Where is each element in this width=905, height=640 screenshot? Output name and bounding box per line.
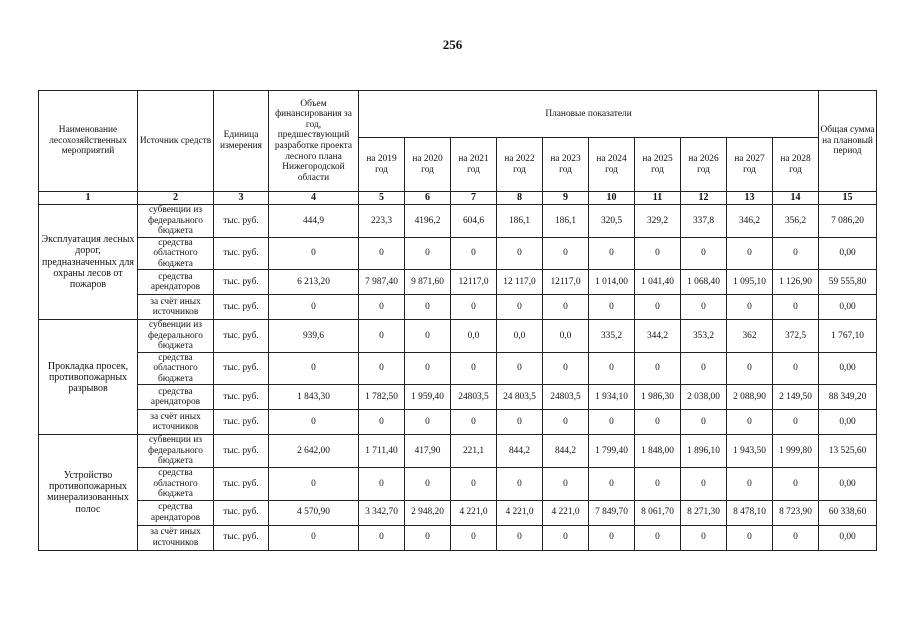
year-value-cell: 0 bbox=[773, 237, 819, 270]
total-cell: 0,00 bbox=[819, 467, 877, 500]
year-value-cell: 0 bbox=[681, 467, 727, 500]
funding-source: средства арендаторов bbox=[138, 270, 214, 295]
year-value-cell: 320,5 bbox=[589, 205, 635, 238]
year-value-cell: 0 bbox=[589, 467, 635, 500]
total-cell: 0,00 bbox=[819, 525, 877, 550]
funding-source: за счёт иных источников bbox=[138, 410, 214, 435]
year-value-cell: 353,2 bbox=[681, 320, 727, 353]
year-value-cell: 2 088,90 bbox=[727, 385, 773, 410]
year-value-cell: 1 986,30 bbox=[635, 385, 681, 410]
prior-volume-cell: 6 213,20 bbox=[269, 270, 359, 295]
column-number: 11 bbox=[635, 192, 681, 205]
year-value-cell: 0 bbox=[451, 295, 497, 320]
year-value-cell: 0 bbox=[543, 352, 589, 385]
unit-cell: тыс. руб. bbox=[214, 467, 269, 500]
year-value-cell: 1 095,10 bbox=[727, 270, 773, 295]
year-value-cell: 0 bbox=[727, 295, 773, 320]
year-value-cell: 2 149,50 bbox=[773, 385, 819, 410]
total-cell: 1 767,10 bbox=[819, 320, 877, 353]
year-value-cell: 7 849,70 bbox=[589, 500, 635, 525]
prior-volume-cell: 4 570,90 bbox=[269, 500, 359, 525]
year-value-cell: 0 bbox=[635, 467, 681, 500]
year-value-cell: 0 bbox=[681, 237, 727, 270]
year-value-cell: 0 bbox=[773, 352, 819, 385]
unit-cell: тыс. руб. bbox=[214, 352, 269, 385]
prior-volume-cell: 2 642,00 bbox=[269, 435, 359, 468]
column-number: 7 bbox=[451, 192, 497, 205]
funding-source: средства областного бюджета bbox=[138, 237, 214, 270]
year-value-cell: 0 bbox=[451, 237, 497, 270]
year-value-cell: 335,2 bbox=[589, 320, 635, 353]
year-value-cell: 1 934,10 bbox=[589, 385, 635, 410]
prior-volume-cell: 0 bbox=[269, 525, 359, 550]
year-value-cell: 2 038,00 bbox=[681, 385, 727, 410]
year-value-cell: 1 014,00 bbox=[589, 270, 635, 295]
year-value-cell: 0 bbox=[497, 295, 543, 320]
column-number: 3 bbox=[214, 192, 269, 205]
header-year: на 2019 год bbox=[359, 138, 405, 192]
year-value-cell: 0 bbox=[543, 237, 589, 270]
year-value-cell: 0 bbox=[727, 525, 773, 550]
prior-volume-cell: 0 bbox=[269, 237, 359, 270]
year-value-cell: 24803,5 bbox=[451, 385, 497, 410]
table-row bbox=[39, 270, 877, 295]
table-row bbox=[39, 525, 877, 550]
year-value-cell: 0 bbox=[359, 320, 405, 353]
header-year: на 2027 год bbox=[727, 138, 773, 192]
unit-cell: тыс. руб. bbox=[214, 205, 269, 238]
year-value-cell: 0 bbox=[589, 410, 635, 435]
year-value-cell: 0 bbox=[451, 410, 497, 435]
year-value-cell: 0 bbox=[589, 352, 635, 385]
total-cell: 0,00 bbox=[819, 352, 877, 385]
year-value-cell: 0,0 bbox=[451, 320, 497, 353]
column-number: 14 bbox=[773, 192, 819, 205]
year-value-cell: 337,8 bbox=[681, 205, 727, 238]
funding-source: средства областного бюджета bbox=[138, 467, 214, 500]
year-value-cell: 0 bbox=[543, 295, 589, 320]
year-value-cell: 329,2 bbox=[635, 205, 681, 238]
total-cell: 60 338,60 bbox=[819, 500, 877, 525]
year-value-cell: 186,1 bbox=[543, 205, 589, 238]
year-value-cell: 0 bbox=[497, 237, 543, 270]
column-number: 13 bbox=[727, 192, 773, 205]
year-value-cell: 0 bbox=[359, 352, 405, 385]
year-value-cell: 0 bbox=[497, 410, 543, 435]
year-value-cell: 0 bbox=[589, 237, 635, 270]
year-value-cell: 0 bbox=[635, 237, 681, 270]
total-cell: 0,00 bbox=[819, 295, 877, 320]
column-number: 1 bbox=[39, 192, 138, 205]
year-value-cell: 0 bbox=[589, 295, 635, 320]
header-year: на 2022 год bbox=[497, 138, 543, 192]
total-cell: 59 555,80 bbox=[819, 270, 877, 295]
prior-volume-cell: 0 bbox=[269, 467, 359, 500]
year-value-cell: 0 bbox=[359, 237, 405, 270]
year-value-cell: 0 bbox=[405, 352, 451, 385]
unit-cell: тыс. руб. bbox=[214, 525, 269, 550]
year-value-cell: 0 bbox=[727, 467, 773, 500]
year-value-cell: 0 bbox=[359, 295, 405, 320]
year-value-cell: 344,2 bbox=[635, 320, 681, 353]
year-value-cell: 417,90 bbox=[405, 435, 451, 468]
prior-volume-cell: 939,6 bbox=[269, 320, 359, 353]
year-value-cell: 0 bbox=[451, 467, 497, 500]
year-value-cell: 8 723,90 bbox=[773, 500, 819, 525]
year-value-cell: 4 221,0 bbox=[497, 500, 543, 525]
year-value-cell: 4 221,0 bbox=[543, 500, 589, 525]
header-unit: Единица измерения bbox=[214, 91, 269, 192]
year-value-cell: 0 bbox=[773, 525, 819, 550]
table-row bbox=[39, 435, 877, 468]
column-number: 12 bbox=[681, 192, 727, 205]
year-value-cell: 1 782,50 bbox=[359, 385, 405, 410]
year-value-cell: 12117,0 bbox=[451, 270, 497, 295]
year-value-cell: 1 896,10 bbox=[681, 435, 727, 468]
column-number: 10 bbox=[589, 192, 635, 205]
header-year: на 2026 год bbox=[681, 138, 727, 192]
year-value-cell: 0 bbox=[773, 295, 819, 320]
column-number: 5 bbox=[359, 192, 405, 205]
activity-name: Эксплуатация лесных дорог, предназначенных для охраны лесов от пожаров bbox=[39, 205, 138, 320]
column-number: 8 bbox=[497, 192, 543, 205]
year-value-cell: 346,2 bbox=[727, 205, 773, 238]
year-value-cell: 0 bbox=[359, 467, 405, 500]
year-value-cell: 0 bbox=[405, 410, 451, 435]
year-value-cell: 0 bbox=[635, 525, 681, 550]
year-value-cell: 186,1 bbox=[497, 205, 543, 238]
year-value-cell: 221,1 bbox=[451, 435, 497, 468]
column-number: 6 bbox=[405, 192, 451, 205]
column-number: 2 bbox=[138, 192, 214, 205]
unit-cell: тыс. руб. bbox=[214, 270, 269, 295]
year-value-cell: 0 bbox=[543, 410, 589, 435]
year-value-cell: 12117,0 bbox=[543, 270, 589, 295]
table-row bbox=[39, 385, 877, 410]
total-cell: 7 086,20 bbox=[819, 205, 877, 238]
year-value-cell: 844,2 bbox=[497, 435, 543, 468]
year-value-cell: 0 bbox=[359, 525, 405, 550]
year-value-cell: 0 bbox=[773, 467, 819, 500]
year-value-cell: 0 bbox=[727, 352, 773, 385]
year-value-cell: 1 799,40 bbox=[589, 435, 635, 468]
column-number: 15 bbox=[819, 192, 877, 205]
year-value-cell: 0 bbox=[451, 352, 497, 385]
year-value-cell: 1 848,00 bbox=[635, 435, 681, 468]
header-activity: Наименование лесохозяйственных мероприятий bbox=[39, 91, 138, 192]
year-value-cell: 8 061,70 bbox=[635, 500, 681, 525]
year-value-cell: 4 221,0 bbox=[451, 500, 497, 525]
year-value-cell: 223,3 bbox=[359, 205, 405, 238]
unit-cell: тыс. руб. bbox=[214, 385, 269, 410]
prior-volume-cell: 0 bbox=[269, 410, 359, 435]
year-value-cell: 0 bbox=[727, 237, 773, 270]
year-value-cell: 0 bbox=[635, 410, 681, 435]
total-cell: 0,00 bbox=[819, 237, 877, 270]
funding-source: субвенции из федерального бюджета bbox=[138, 435, 214, 468]
year-value-cell: 0 bbox=[589, 525, 635, 550]
year-value-cell: 0 bbox=[497, 467, 543, 500]
year-value-cell: 0 bbox=[681, 410, 727, 435]
year-value-cell: 2 948,20 bbox=[405, 500, 451, 525]
funding-source: за счёт иных источников bbox=[138, 525, 214, 550]
header-year: на 2028 год bbox=[773, 138, 819, 192]
year-value-cell: 0 bbox=[497, 352, 543, 385]
year-value-cell: 0 bbox=[543, 525, 589, 550]
funding-source: средства арендаторов bbox=[138, 500, 214, 525]
financing-table bbox=[38, 90, 877, 551]
year-value-cell: 7 987,40 bbox=[359, 270, 405, 295]
year-value-cell: 0 bbox=[543, 467, 589, 500]
funding-source: за счёт иных источников bbox=[138, 295, 214, 320]
year-value-cell: 0 bbox=[727, 410, 773, 435]
year-value-cell: 9 871,60 bbox=[405, 270, 451, 295]
table-row bbox=[39, 205, 877, 238]
year-value-cell: 0 bbox=[773, 410, 819, 435]
header-planned: Плановые показатели bbox=[359, 91, 819, 138]
unit-cell: тыс. руб. bbox=[214, 295, 269, 320]
table-row bbox=[39, 295, 877, 320]
column-number: 9 bbox=[543, 192, 589, 205]
table-row bbox=[39, 410, 877, 435]
year-value-cell: 0 bbox=[451, 525, 497, 550]
year-value-cell: 4196,2 bbox=[405, 205, 451, 238]
table-row bbox=[39, 500, 877, 525]
total-cell: 13 525,60 bbox=[819, 435, 877, 468]
year-value-cell: 24 803,5 bbox=[497, 385, 543, 410]
year-value-cell: 0 bbox=[681, 295, 727, 320]
table-row bbox=[39, 352, 877, 385]
year-value-cell: 362 bbox=[727, 320, 773, 353]
header-source: Источник средств bbox=[138, 91, 214, 192]
year-value-cell: 0 bbox=[635, 295, 681, 320]
table-row bbox=[39, 467, 877, 500]
year-value-cell: 0 bbox=[359, 410, 405, 435]
year-value-cell: 0 bbox=[405, 237, 451, 270]
unit-cell: тыс. руб. bbox=[214, 237, 269, 270]
activity-name: Прокладка просек, противопожарных разрывов bbox=[39, 320, 138, 435]
year-value-cell: 372,5 bbox=[773, 320, 819, 353]
prior-volume-cell: 0 bbox=[269, 295, 359, 320]
funding-source: субвенции из федерального бюджета bbox=[138, 205, 214, 238]
year-value-cell: 12 117,0 bbox=[497, 270, 543, 295]
header-year: на 2021 год bbox=[451, 138, 497, 192]
unit-cell: тыс. руб. bbox=[214, 435, 269, 468]
table-row bbox=[39, 237, 877, 270]
year-value-cell: 0 bbox=[497, 525, 543, 550]
header-year: на 2020 год bbox=[405, 138, 451, 192]
year-value-cell: 356,2 bbox=[773, 205, 819, 238]
unit-cell: тыс. руб. bbox=[214, 410, 269, 435]
year-value-cell: 0 bbox=[405, 525, 451, 550]
prior-volume-cell: 1 843,30 bbox=[269, 385, 359, 410]
header-year: на 2024 год bbox=[589, 138, 635, 192]
year-value-cell: 0,0 bbox=[543, 320, 589, 353]
page-number: 256 bbox=[442, 37, 463, 52]
unit-cell: тыс. руб. bbox=[214, 500, 269, 525]
header-year: на 2023 год bbox=[543, 138, 589, 192]
year-value-cell: 0 bbox=[405, 467, 451, 500]
header-prior-volume: Объем финансирования за год, предшествующий разработке проекта лесного плана Нижегородской области bbox=[269, 91, 359, 192]
year-value-cell: 604,6 bbox=[451, 205, 497, 238]
funding-source: субвенции из федерального бюджета bbox=[138, 320, 214, 353]
total-cell: 0,00 bbox=[819, 410, 877, 435]
year-value-cell: 0 bbox=[405, 295, 451, 320]
prior-volume-cell: 444,9 bbox=[269, 205, 359, 238]
year-value-cell: 8 478,10 bbox=[727, 500, 773, 525]
funding-source: средства областного бюджета bbox=[138, 352, 214, 385]
header-total: Общая сумма на плановый период bbox=[819, 91, 877, 192]
year-value-cell: 0 bbox=[681, 525, 727, 550]
year-value-cell: 3 342,70 bbox=[359, 500, 405, 525]
activity-name: Устройство противопожарных минерализованных полос bbox=[39, 435, 138, 550]
year-value-cell: 1 711,40 bbox=[359, 435, 405, 468]
year-value-cell: 0 bbox=[635, 352, 681, 385]
column-number: 4 bbox=[269, 192, 359, 205]
year-value-cell: 1 959,40 bbox=[405, 385, 451, 410]
year-value-cell: 1 068,40 bbox=[681, 270, 727, 295]
funding-source: средства арендаторов bbox=[138, 385, 214, 410]
year-value-cell: 0,0 bbox=[497, 320, 543, 353]
year-value-cell: 1 999,80 bbox=[773, 435, 819, 468]
year-value-cell: 0 bbox=[405, 320, 451, 353]
total-cell: 88 349,20 bbox=[819, 385, 877, 410]
year-value-cell: 0 bbox=[681, 352, 727, 385]
year-value-cell: 1 943,50 bbox=[727, 435, 773, 468]
header-year: на 2025 год bbox=[635, 138, 681, 192]
year-value-cell: 1 126,90 bbox=[773, 270, 819, 295]
year-value-cell: 8 271,30 bbox=[681, 500, 727, 525]
table-row bbox=[39, 320, 877, 353]
year-value-cell: 844,2 bbox=[543, 435, 589, 468]
unit-cell: тыс. руб. bbox=[214, 320, 269, 353]
year-value-cell: 24803,5 bbox=[543, 385, 589, 410]
year-value-cell: 1 041,40 bbox=[635, 270, 681, 295]
prior-volume-cell: 0 bbox=[269, 352, 359, 385]
